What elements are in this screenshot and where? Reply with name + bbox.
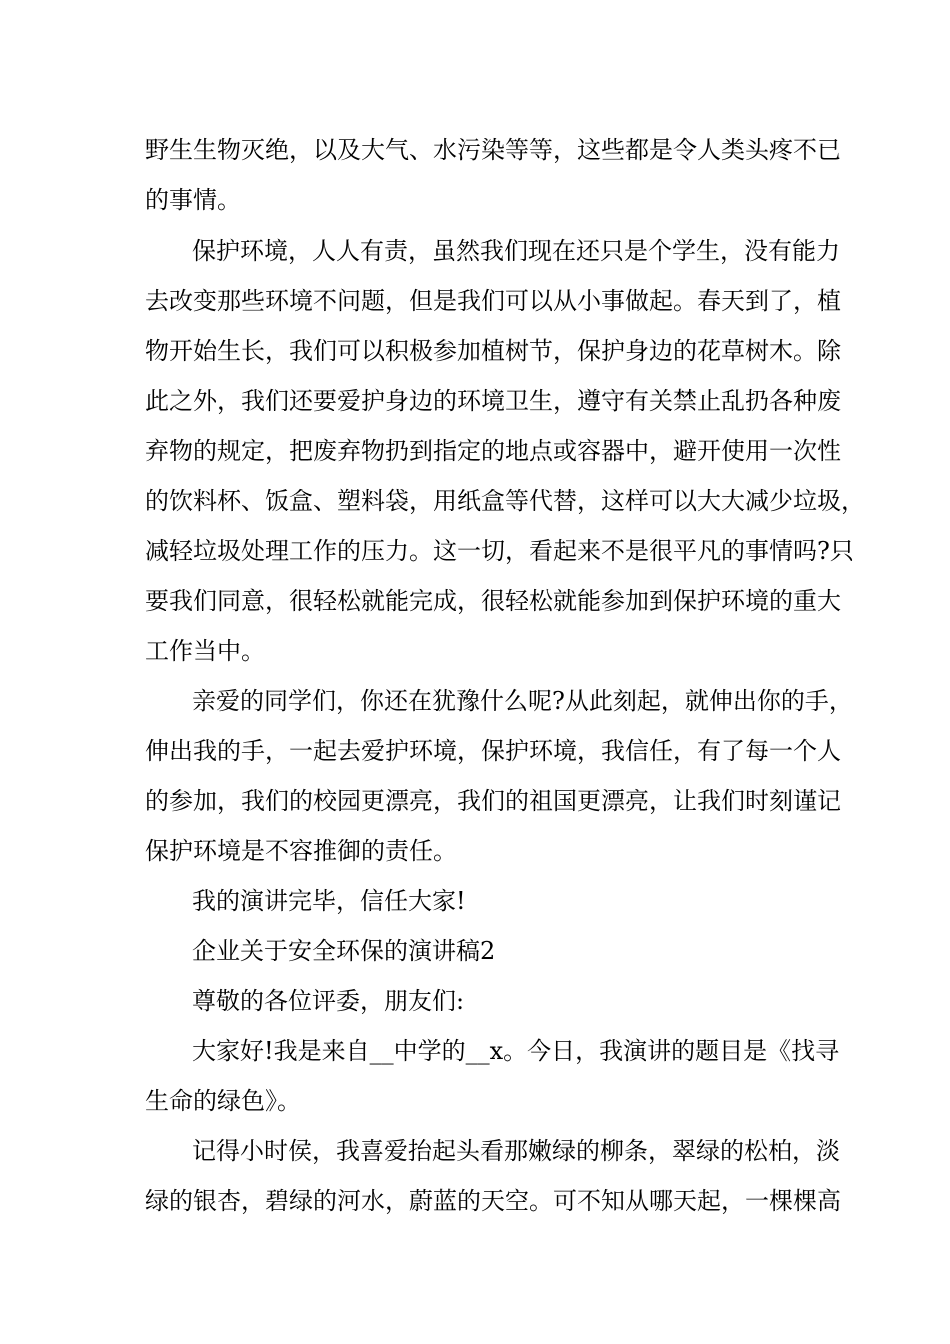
section-heading: 企业关于安全环保的演讲稿2 <box>192 937 496 965</box>
text-line: 亲爱的同学们，你还在犹豫什么呢?从此刻起，就伸出你的手， <box>192 687 853 715</box>
text-line: 大家好!我是来自__中学的__x。今日，我演讲的题目是《找寻 <box>192 1037 840 1065</box>
text-line: 要我们同意，很轻松就能完成，很轻松就能参加到保护环境的重大 <box>145 587 841 615</box>
text-line: 生命的绿色》。 <box>145 1087 301 1115</box>
text-line: 尊敬的各位评委，朋友们: <box>192 987 465 1015</box>
text-line: 此之外，我们还要爱护身边的环境卫生，遵守有关禁止乱扔各种废 <box>145 387 841 415</box>
text-line: 的饮料杯、饭盒、塑料袋，用纸盒等代替，这样可以大大减少垃圾， <box>145 487 865 515</box>
text-line: 物开始生长，我们可以积极参加植树节，保护身边的花草树木。除 <box>145 337 841 365</box>
text-line: 弃物的规定，把废弃物扔到指定的地点或容器中，避开使用一次性 <box>145 437 841 465</box>
text-line: 我的演讲完毕，信任大家! <box>192 887 466 915</box>
text-line: 野生生物灭绝，以及大气、水污染等等，这些都是令人类头疼不已 <box>145 136 841 164</box>
text-line: 的事情。 <box>145 186 241 214</box>
text-line: 绿的银杏，碧绿的河水，蔚蓝的天空。可不知从哪天起，一棵棵高 <box>145 1187 841 1215</box>
text-line: 的参加，我们的校园更漂亮，我们的祖国更漂亮，让我们时刻谨记 <box>145 787 841 815</box>
text-line: 保护环境是不容推御的责任。 <box>145 837 457 865</box>
text-line: 工作当中。 <box>145 637 265 665</box>
text-line: 减轻垃圾处理工作的压力。这一切，看起来不是很平凡的事情吗?只 <box>145 537 854 565</box>
text-line: 记得小时侯，我喜爱抬起头看那嫩绿的柳条，翠绿的松柏，淡 <box>192 1137 840 1165</box>
text-line: 伸出我的手，一起去爱护环境，保护环境，我信任，有了每一个人 <box>145 737 841 765</box>
text-line: 保护环境，人人有责，虽然我们现在还只是个学生，没有能力 <box>192 237 840 265</box>
text-line: 去改变那些环境不问题，但是我们可以从小事做起。春天到了，植 <box>145 287 841 315</box>
